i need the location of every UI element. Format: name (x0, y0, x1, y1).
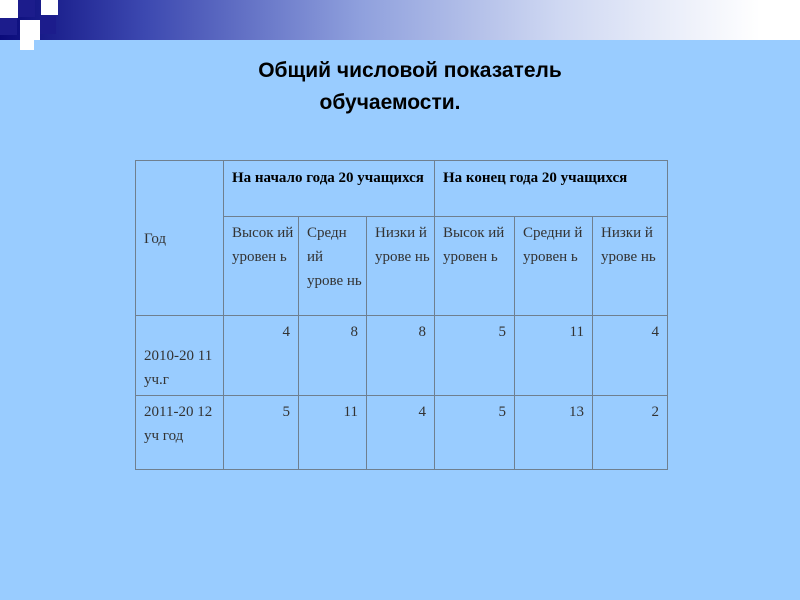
subheader-end-high: Высок ий уровен ь (435, 217, 515, 316)
cell-start-high: 5 (224, 396, 299, 470)
cell-start-mid: 8 (299, 316, 367, 396)
header-year: Год (136, 161, 224, 316)
cell-end-high: 5 (435, 316, 515, 396)
header-start-group: На начало года 20 учащихся (224, 161, 435, 217)
slide-title-line-2: обучаемости. (319, 91, 461, 114)
cell-start-mid: 11 (299, 396, 367, 470)
header-end-group: На конец года 20 учащихся (435, 161, 668, 217)
cell-end-mid: 13 (515, 396, 593, 470)
subheader-start-mid: Средн ий урове нь (299, 217, 367, 316)
subheader-start-high: Высок ий уровен ь (224, 217, 299, 316)
cell-start-high: 4 (224, 316, 299, 396)
table-row (136, 316, 668, 396)
subheader-end-mid: Средни й уровен ь (515, 217, 593, 316)
decor-square-navy-2 (0, 18, 17, 35)
cell-start-low: 8 (367, 316, 435, 396)
cell-end-low: 4 (593, 316, 668, 396)
decor-square-navy-3 (40, 16, 56, 34)
decor-square-navy-1 (18, 0, 35, 17)
cell-end-low: 2 (593, 396, 668, 470)
table-header-row (136, 161, 668, 217)
cell-start-low: 4 (367, 396, 435, 470)
decor-square-white-1 (0, 0, 18, 18)
subheader-start-low: Низки й урове нь (367, 217, 435, 316)
cell-end-mid: 11 (515, 316, 593, 396)
learning-index-table (135, 160, 668, 470)
decor-square-white-3 (20, 20, 40, 40)
decor-square-white-4 (20, 40, 34, 50)
header-gradient-bar (0, 0, 800, 40)
slide-title (0, 55, 800, 119)
cell-end-high: 5 (435, 396, 515, 470)
subheader-end-low: Низки й урове нь (593, 217, 668, 316)
table-row (136, 396, 668, 470)
row-year: 2010-20 11 уч.г (136, 316, 224, 396)
decor-square-white-2 (41, 0, 58, 15)
slide-title-line-1: Общий числовой показатель (258, 59, 562, 82)
row-year: 2011-20 12 уч год (136, 396, 224, 470)
